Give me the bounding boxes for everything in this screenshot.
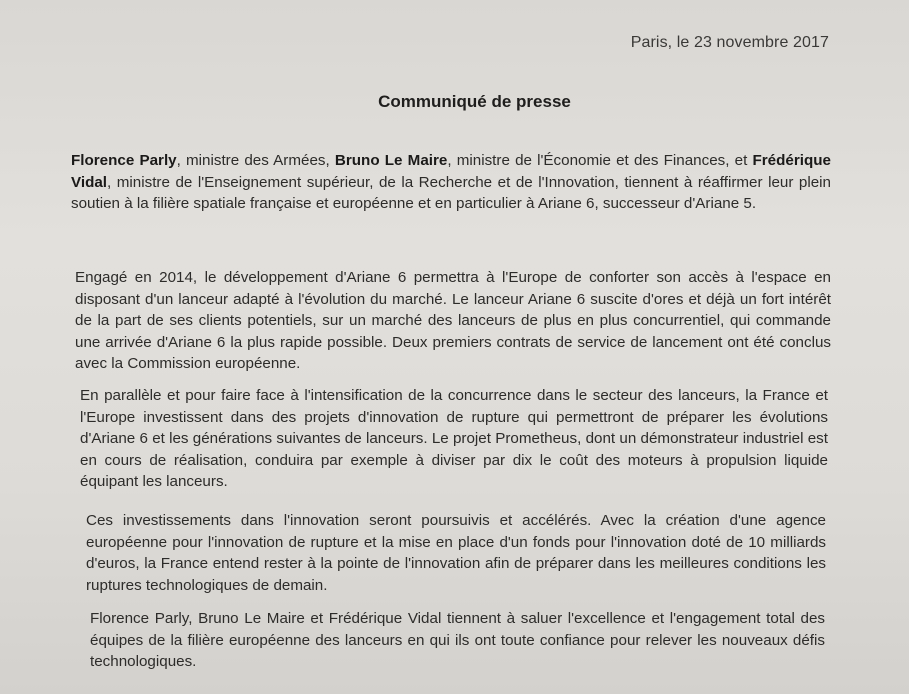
minister-name-vidal: Frédérique Vidal [71,152,831,191]
paragraph-text: , ministre des Armées, [176,152,335,169]
paragraph-ariane6-development: Engagé en 2014, le développement d'Ariane 6 permettra à l'Europe de conforter son accès à l'espace en disposant d'un lanceur adapté à l'évolution du marché. Le lanceur Ariane 6 suscite d'ores et déjà un fort intérêt de la part de ses clients potentiels, sur un marché des lanceurs de plus en plus concurrentiel, qui commande une arrivée d'Ariane 6 la plus rapide possible. Deux premiers contrats de service de lancement ont été conclus avec la Commission européenne. [75,269,831,372]
minister-name-le-maire: Bruno Le Maire [334,152,448,169]
minister-name-parly: Florence Parly [71,152,177,169]
date-line: Paris, le 23 novembre 2017 [630,34,829,51]
paragraph-text: , ministre de l'Enseignement supérieur, de la Recherche et de l'Innovation, tiennent à réaffirmer leur plein soutien à la filière spatiale française et européenne et en particulier à Ariane 6, successeur d'Ariane 5. [71,173,831,212]
document-title: Communiqué de presse [378,92,571,111]
paragraph-investments: Ces investissements dans l'innovation seront poursuivis et accélérés. Avec la création d'une agence européenne pour l'innovation de rupture et la mise en place d'un fonds pour l'innovation doté de 10 milliards d'euros, la France entend rester à la pointe de l'innovation afin de préparer dans les meilleures conditions les ruptures technologiques de demain. [86,512,826,594]
paragraph-ministers [71,150,831,215]
paragraph-innovation-projects: En parallèle et pour faire face à l'intensification de la concurrence dans le secteur des lanceurs, la France et l'Europe investissent dans des projets d'innovation de rupture qui permettront de préparer les évolutions d'Ariane 6 et les générations suivantes de lanceurs. Le projet Prometheus, dont un démonstrateur industriel est en cours de réalisation, conduira par exemple à diviser par dix le coût des moteurs à propulsion liquide équipant les lanceurs. [80,387,828,490]
paragraph-closing: Florence Parly, Bruno Le Maire et Frédérique Vidal tiennent à saluer l'excellence et l'engagement total des équipes de la filière européenne des lanceurs en qui ils ont toute confiance pour relever les nouveaux défis technologiques. [90,610,825,670]
paragraph-text: , ministre de l'Économie et des Finances, et [447,152,753,169]
